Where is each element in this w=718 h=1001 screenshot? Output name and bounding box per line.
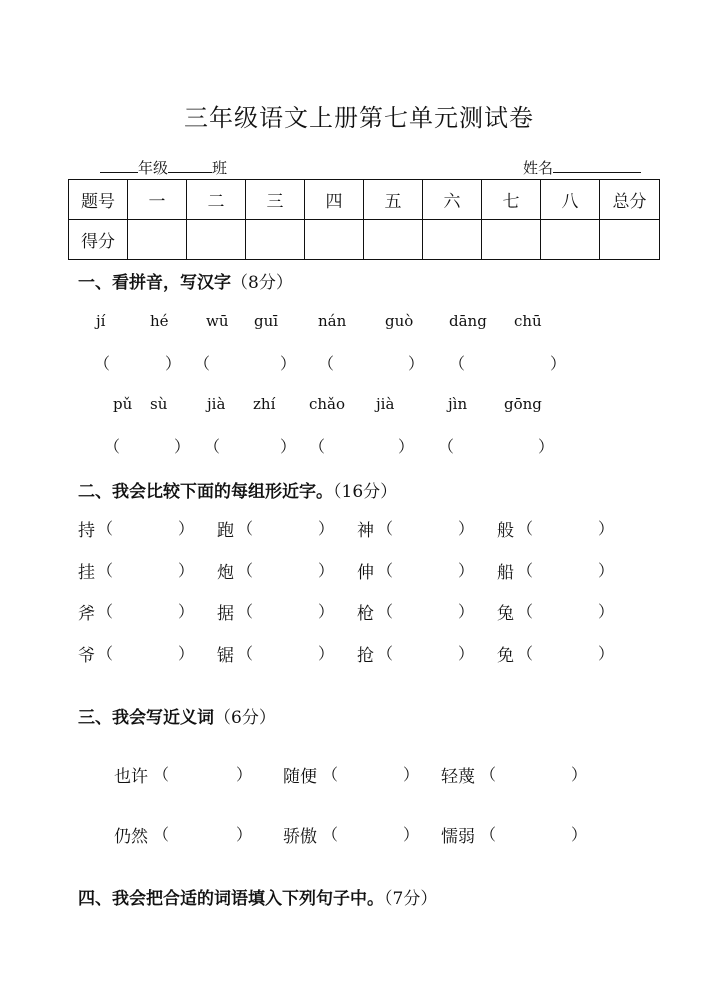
answer-open-paren: （ xyxy=(237,644,254,663)
pinyin-item: pǔ xyxy=(113,395,133,413)
score-table-header-cell: 二 xyxy=(187,180,246,220)
answer-close-paren: ） xyxy=(403,825,420,844)
class-blank[interactable] xyxy=(168,157,212,173)
name-line xyxy=(523,157,641,178)
pinyin-item: gōng xyxy=(504,395,542,413)
pinyin-item: jìn xyxy=(448,395,468,413)
answer-close-paren: ） xyxy=(280,437,297,456)
answer-open-paren: （ xyxy=(480,825,497,844)
section1-title: 一、看拼音，写汉字 xyxy=(78,273,231,293)
score-row-label: 得分 xyxy=(69,220,128,260)
pinyin-item: chū xyxy=(514,312,542,330)
grade-class-line xyxy=(100,157,227,178)
answer-open-paren: （ xyxy=(517,644,534,663)
char-item: 伸 xyxy=(357,563,374,583)
answer-open-paren: （ xyxy=(204,437,221,456)
score-table xyxy=(68,179,660,260)
word-item: 轻蔑 xyxy=(441,767,475,787)
answer-open-paren: （ xyxy=(104,437,121,456)
score-table-header-row xyxy=(69,180,660,220)
section1-heading xyxy=(78,268,293,293)
answer-open-paren: （ xyxy=(153,765,170,784)
word-item: 懦弱 xyxy=(441,827,475,847)
answer-open-paren: （ xyxy=(94,354,111,373)
answer-close-paren: ） xyxy=(178,561,195,580)
word-item: 骄傲 xyxy=(283,827,317,847)
score-cell[interactable] xyxy=(246,220,305,260)
score-table-header-cell: 总分 xyxy=(600,180,660,220)
answer-close-paren: ） xyxy=(178,519,195,538)
answer-close-paren: ） xyxy=(598,644,615,663)
answer-close-paren: ） xyxy=(318,644,335,663)
char-item: 挂 xyxy=(78,563,95,583)
answer-open-paren: （ xyxy=(322,825,339,844)
name-blank[interactable] xyxy=(553,157,641,173)
answer-open-paren: （ xyxy=(480,765,497,784)
pinyin-item: jí xyxy=(96,312,106,330)
pinyin-item: guò xyxy=(385,312,414,330)
answer-close-paren: ） xyxy=(280,354,297,373)
char-item: 免 xyxy=(497,646,514,666)
answer-close-paren: ） xyxy=(236,765,253,784)
grade-blank[interactable] xyxy=(100,157,138,173)
pinyin-item: hé xyxy=(150,312,169,330)
answer-open-paren: （ xyxy=(377,602,394,621)
char-item: 据 xyxy=(217,604,234,624)
score-cell[interactable] xyxy=(541,220,600,260)
char-item: 爷 xyxy=(78,646,95,666)
answer-open-paren: （ xyxy=(449,354,466,373)
section2-points: （16分） xyxy=(333,482,398,502)
answer-open-paren: （ xyxy=(318,354,335,373)
section3-points: （6分） xyxy=(214,708,276,728)
answer-open-paren: （ xyxy=(194,354,211,373)
pinyin-item: wū xyxy=(206,312,229,330)
answer-close-paren: ） xyxy=(178,644,195,663)
char-item: 持 xyxy=(78,521,95,541)
answer-open-paren: （ xyxy=(517,561,534,580)
score-table-header-cell: 八 xyxy=(541,180,600,220)
score-cell[interactable] xyxy=(364,220,423,260)
section4-heading xyxy=(78,884,437,909)
answer-close-paren: ） xyxy=(236,825,253,844)
score-table-header-cell: 五 xyxy=(364,180,423,220)
answer-open-paren: （ xyxy=(377,519,394,538)
char-item: 船 xyxy=(497,563,514,583)
score-table-header-cell: 题号 xyxy=(69,180,128,220)
score-cell[interactable] xyxy=(305,220,364,260)
score-cell[interactable] xyxy=(600,220,660,260)
answer-close-paren: ） xyxy=(571,825,588,844)
answer-open-paren: （ xyxy=(97,644,114,663)
score-table-header-cell: 六 xyxy=(423,180,482,220)
section4-points: （7分） xyxy=(384,889,438,909)
score-cell[interactable] xyxy=(482,220,541,260)
answer-open-paren: （ xyxy=(153,825,170,844)
char-item: 抢 xyxy=(357,646,374,666)
char-item: 般 xyxy=(497,521,514,541)
answer-close-paren: ） xyxy=(571,765,588,784)
answer-close-paren: ） xyxy=(458,602,475,621)
score-table-header-cell: 三 xyxy=(246,180,305,220)
char-item: 跑 xyxy=(217,521,234,541)
word-item: 仍然 xyxy=(114,827,148,847)
answer-close-paren: ） xyxy=(318,561,335,580)
answer-open-paren: （ xyxy=(517,602,534,621)
score-cell[interactable] xyxy=(128,220,187,260)
score-table-header-cell: 一 xyxy=(128,180,187,220)
answer-close-paren: ） xyxy=(550,354,567,373)
pinyin-item: nán xyxy=(318,312,347,330)
pinyin-item: sù xyxy=(150,395,168,413)
pinyin-item: dāng xyxy=(449,312,487,330)
pinyin-item: chǎo xyxy=(309,395,346,413)
pinyin-item: jià xyxy=(207,395,226,413)
answer-close-paren: ） xyxy=(458,561,475,580)
pinyin-item: guī xyxy=(254,312,279,330)
word-item: 也许 xyxy=(114,767,148,787)
answer-open-paren: （ xyxy=(97,561,114,580)
answer-close-paren: ） xyxy=(598,561,615,580)
answer-open-paren: （ xyxy=(322,765,339,784)
answer-close-paren: ） xyxy=(403,765,420,784)
answer-open-paren: （ xyxy=(309,437,326,456)
answer-open-paren: （ xyxy=(237,519,254,538)
answer-open-paren: （ xyxy=(97,602,114,621)
answer-close-paren: ） xyxy=(174,437,191,456)
score-cell[interactable] xyxy=(187,220,246,260)
section4-title: 四、我会把合适的词语填入下列句子中。 xyxy=(78,889,384,909)
score-table-header-cell: 七 xyxy=(482,180,541,220)
char-item: 枪 xyxy=(357,604,374,624)
char-item: 兔 xyxy=(497,604,514,624)
answer-open-paren: （ xyxy=(377,644,394,663)
score-table-score-row xyxy=(69,220,660,260)
answer-close-paren: ） xyxy=(408,354,425,373)
answer-close-paren: ） xyxy=(318,602,335,621)
section2-title: 二、我会比较下面的每组形近字。 xyxy=(78,482,333,502)
answer-close-paren: ） xyxy=(538,437,555,456)
section2-heading xyxy=(78,477,397,502)
score-cell[interactable] xyxy=(423,220,482,260)
answer-close-paren: ） xyxy=(458,644,475,663)
page-title: 三年级语文上册第七单元测试卷 xyxy=(184,104,534,132)
class-label: 班 xyxy=(212,159,228,177)
section3-heading xyxy=(78,703,276,728)
answer-open-paren: （ xyxy=(517,519,534,538)
answer-close-paren: ） xyxy=(458,519,475,538)
section1-points: （8分） xyxy=(231,273,293,293)
answer-open-paren: （ xyxy=(237,602,254,621)
char-item: 斧 xyxy=(78,604,95,624)
section3-title: 三、我会写近义词 xyxy=(78,708,214,728)
char-item: 炮 xyxy=(217,563,234,583)
answer-close-paren: ） xyxy=(165,354,182,373)
answer-close-paren: ） xyxy=(598,602,615,621)
answer-close-paren: ） xyxy=(398,437,415,456)
answer-open-paren: （ xyxy=(97,519,114,538)
grade-label: 年级 xyxy=(138,159,169,177)
pinyin-item: zhí xyxy=(253,395,276,413)
char-item: 锯 xyxy=(217,646,234,666)
answer-open-paren: （ xyxy=(377,561,394,580)
word-item: 随便 xyxy=(283,767,317,787)
answer-close-paren: ） xyxy=(178,602,195,621)
pinyin-item: jià xyxy=(376,395,395,413)
score-table-header-cell: 四 xyxy=(305,180,364,220)
answer-close-paren: ） xyxy=(318,519,335,538)
char-item: 神 xyxy=(357,521,374,541)
answer-open-paren: （ xyxy=(237,561,254,580)
answer-open-paren: （ xyxy=(438,437,455,456)
answer-close-paren: ） xyxy=(598,519,615,538)
name-label: 姓名 xyxy=(523,159,554,177)
